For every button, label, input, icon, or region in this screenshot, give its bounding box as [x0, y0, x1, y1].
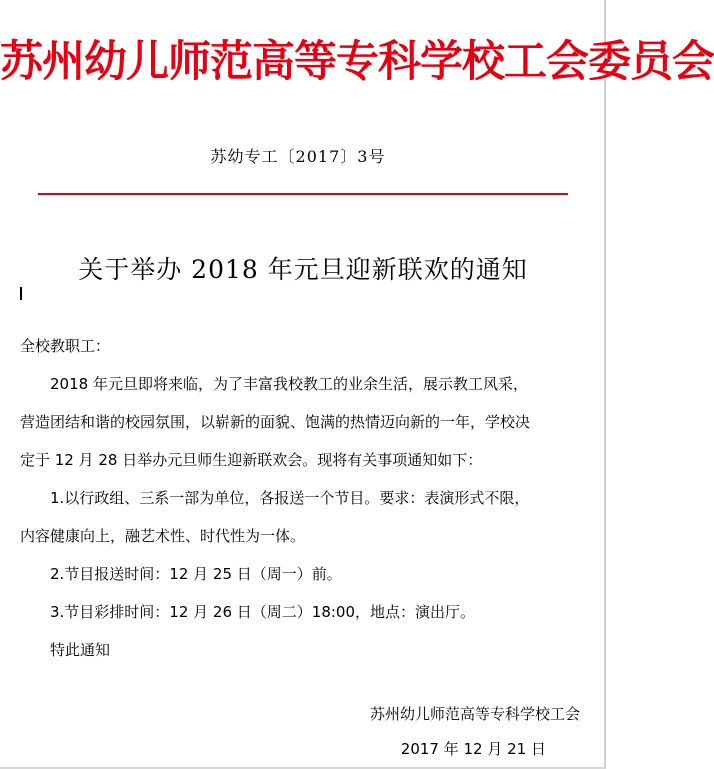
signature-date: 2017 年 12 月 21 日: [400, 740, 546, 758]
organization-header: 苏州幼儿师范高等专科学校工会委员会: [0, 37, 714, 87]
paragraph-line: 营造团结和谐的校园氛围，以崭新的面貌、饱满的热情迈向新的一年，学校决: [20, 413, 531, 431]
list-item-3: 3.节目彩排时间：12 月 26 日（周二）18:00，地点：演出厅。: [50, 603, 476, 621]
salutation: 全校教职工：: [20, 337, 111, 355]
document-number: 苏幼专工〔2017〕3号: [210, 147, 386, 166]
paragraph-line: 2018 年元旦即将来临，为了丰富我校教工的业余生活，展示教工风采，: [50, 375, 528, 393]
closing-remark: 特此通知: [50, 641, 111, 659]
paragraph-line: 定于 12 月 28 日举办元旦师生迎新联欢会。现将有关事项通知如下：: [20, 451, 483, 469]
document-body[interactable]: [20, 327, 588, 669]
list-item-1-continued: 内容健康向上，融艺术性、时代性为一体。: [20, 527, 306, 545]
page-edge: [604, 0, 606, 769]
red-divider-line: [38, 193, 568, 195]
text-cursor: [20, 287, 22, 300]
list-item-2: 2.节目报送时间：12 月 25 日（周一）前。: [50, 565, 342, 583]
list-item-1: 1.以行政组、三系一部为单位，各报送一个节目。要求：表演形式不限，: [50, 489, 530, 507]
signature: 苏州幼儿师范高等专科学校工会: [369, 705, 580, 723]
document-title: 关于举办 2018 年元旦迎新联欢的通知: [78, 255, 528, 284]
